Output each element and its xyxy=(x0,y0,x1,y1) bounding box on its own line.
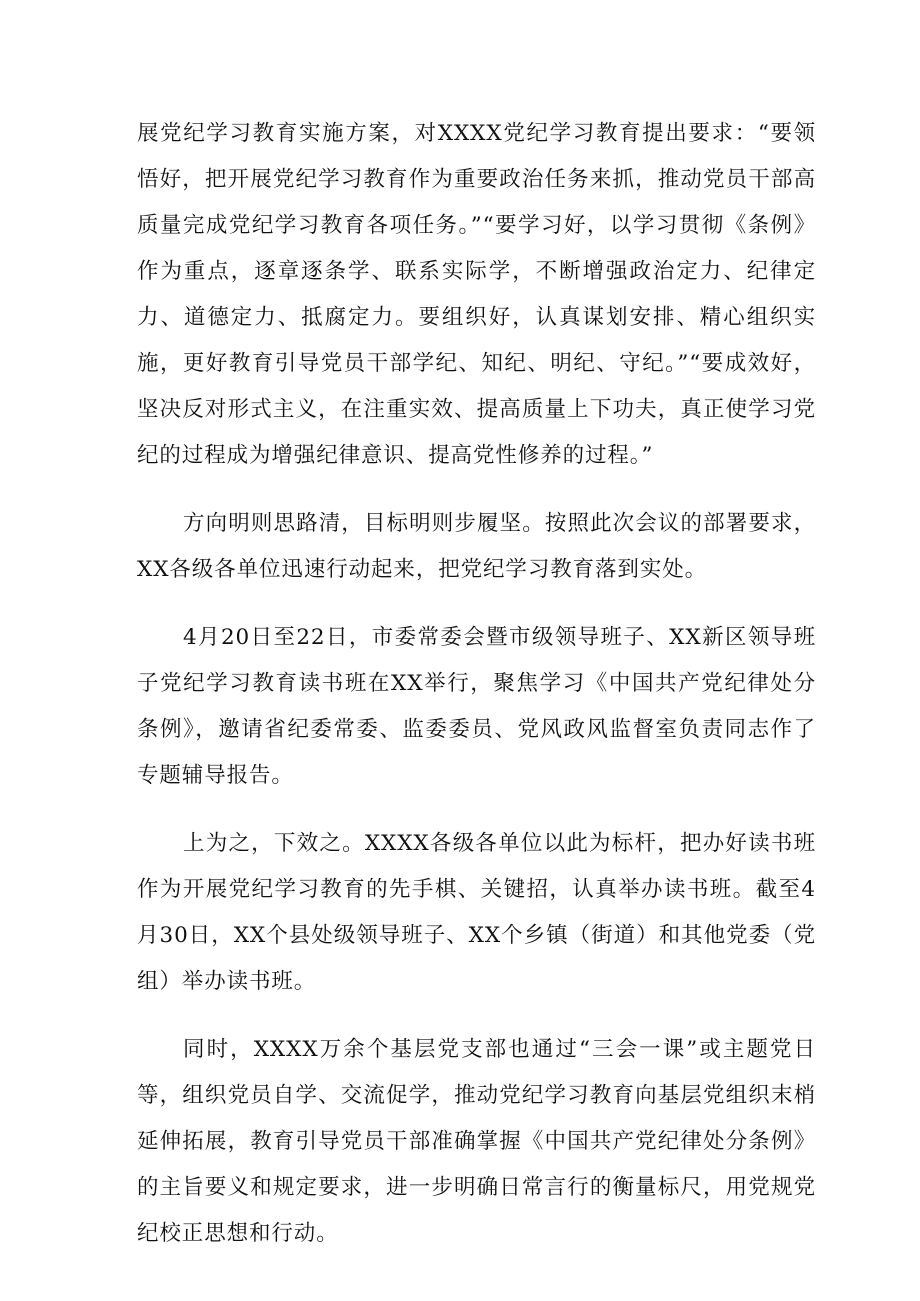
paragraph-grassroots: 同时，XXXX万余个基层党支部也通过“三会一课”或主题党日等，组织党员自学、交流促学，推动党纪学习教育向基层党组织末梢延伸拓展，教育引导党员干部准确掌握《中国共产党纪律处分条例》的主旨要义和规定要求，进一步明确日常言行的衡量标尺，用党规党纪校正思想和行动。 xyxy=(137,1037,816,1246)
paragraph-reading-class: 4月20日至22日，市委常委会暨市级领导班子、XX新区领导班子党纪学习教育读书班在XX举行，聚焦学习《中国共产党纪律处分条例》，邀请省纪委常委、监委委员、党风政风监督室负责同志作了专题辅导报告。 xyxy=(137,625,816,788)
paragraph-example: 上为之，下效之。XXXX各级各单位以此为标杆，把办好读书班作为开展党纪学习教育的先手棋、关键招，认真举办读书班。截至4月30日，XX个县处级领导班子、XX个乡镇（街道）和其他党委（党组）举办读书班。 xyxy=(137,831,816,994)
paragraph-requirements: 展党纪学习教育实施方案，对XXXX党纪学习教育提出要求：“要领悟好，把开展党纪学习教育作为重要政治任务来抓，推动党员干部高质量完成党纪学习教育各项任务。”“要学习好，以学习贯彻《条例》作为重点，逐章逐条学、联系实际学，不断增强政治定力、纪律定力、道德定力、抵腐定力。要组织好，认真谋划安排、精心组织实施，更好教育引导党员干部学纪、知纪、明纪、守纪。”“要成效好，坚决反对形式主义，在注重实效、提高质量上下功夫，真正使学习党纪的过程成为增强纪律意识、提高党性修养的过程。” xyxy=(137,121,816,468)
paragraph-direction: 方向明则思路清，目标明则步履坚。按照此次会议的部署要求，XX各级各单位迅速行动起来，把党纪学习教育落到实处。 xyxy=(137,511,816,582)
